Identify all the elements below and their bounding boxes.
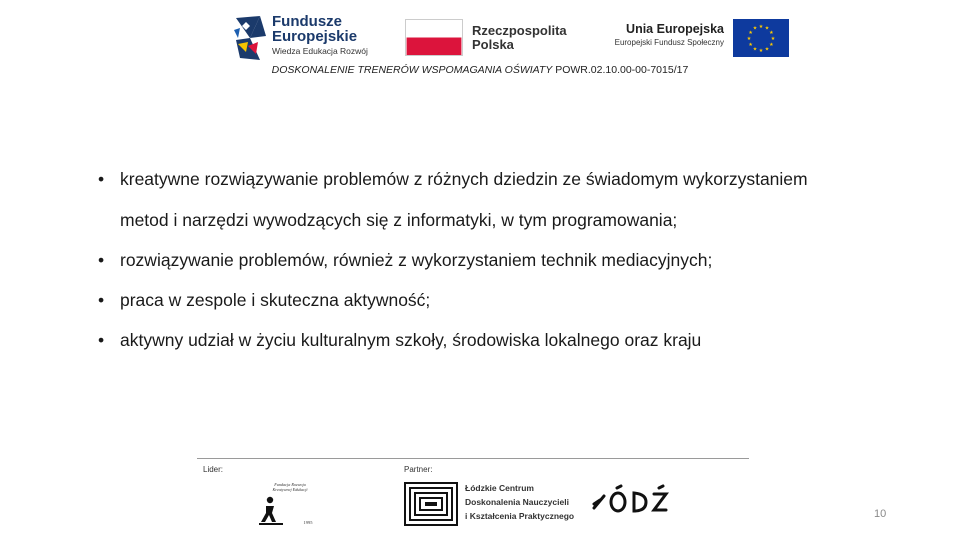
ldcdn-logo-text (465, 481, 574, 523)
svg-text:★: ★ (748, 30, 753, 36)
lider-label: Lider: (203, 465, 224, 474)
fe-logo-line2: Europejskie (272, 28, 358, 45)
bullet-text-line: metod i narzędzi wywodzących się z informatyki, w tym programowania; (120, 210, 678, 230)
ue-subtitle: Europejski Fundusz Społeczny (614, 38, 724, 47)
bullet-item (98, 159, 938, 241)
svg-text:★: ★ (752, 46, 758, 53)
bullet-item (98, 283, 938, 317)
lider-foundation-logo (256, 480, 324, 528)
svg-text:★: ★ (770, 36, 776, 42)
polish-flag-icon (405, 19, 463, 56)
svg-text:★: ★ (769, 42, 774, 48)
fe-logo-line1: Fundusze (272, 13, 342, 30)
partner-label: Partner: (404, 465, 433, 474)
svg-text:★: ★ (764, 46, 770, 53)
bullet-text-line: rozwiązywanie problemów, również z wykorzystaniem technik mediacyjnych; (120, 250, 713, 270)
fundusze-europejskie-title (272, 14, 357, 44)
footer-divider (197, 458, 749, 459)
project-title (0, 64, 960, 76)
svg-text:★: ★ (746, 36, 752, 42)
svg-text:Kreatywnej Edukacji: Kreatywnej Edukacji (272, 487, 308, 492)
svg-text:★: ★ (758, 48, 764, 54)
svg-text:★: ★ (764, 25, 770, 32)
svg-text:★: ★ (758, 24, 764, 30)
bullet-list (98, 160, 938, 357)
bullet-marker: • (98, 330, 105, 350)
rp-line2: Polska (472, 37, 514, 52)
svg-text:★: ★ (769, 30, 774, 36)
lodz-city-logo (590, 484, 670, 516)
bullet-item (98, 323, 938, 357)
ldcdn-line2: Doskonalenia Nauczycieli (465, 497, 569, 507)
fe-logo-subtitle: Wiedza Edukacja Rozwój (272, 46, 368, 56)
svg-text:★: ★ (748, 42, 753, 48)
bullet-text-line: aktywny udział w życiu kulturalnym szkoły, środowiska lokalnego oraz kraju (120, 330, 702, 350)
eu-flag-icon (733, 19, 789, 57)
bullet-text-line: praca w zespole i skuteczna aktywność; (120, 290, 431, 310)
rp-line1: Rzeczpospolita (472, 23, 567, 38)
svg-text:★: ★ (752, 25, 758, 32)
ue-title: Unia Europejska (626, 22, 724, 36)
ldcdn-logo-mark (404, 482, 458, 526)
project-code: POWR.02.10.00-00-7015/17 (555, 64, 689, 76)
ldcdn-line1: Łódzkie Centrum (465, 483, 534, 493)
bullet-marker: • (98, 250, 105, 270)
bullet-marker: • (98, 169, 105, 189)
bullet-item (98, 243, 938, 277)
page-number: 10 (874, 508, 887, 520)
unia-europejska-logo-text (602, 22, 724, 47)
svg-text:Fundacja Rozwoju: Fundacja Rozwoju (274, 482, 306, 487)
bullet-text-line: kreatywne rozwiązywanie problemów z różnych dziedzin ze świadomym wykorzystaniem (120, 169, 808, 189)
project-name: DOSKONALENIE TRENERÓW WSPOMAGANIA OŚWIATY (271, 64, 553, 76)
ldcdn-line3: i Kształcenia Praktycznego (465, 511, 575, 521)
rzeczpospolita-polska-logo-text (472, 24, 567, 52)
svg-text:1995: 1995 (303, 520, 313, 525)
bullet-marker: • (98, 290, 105, 310)
